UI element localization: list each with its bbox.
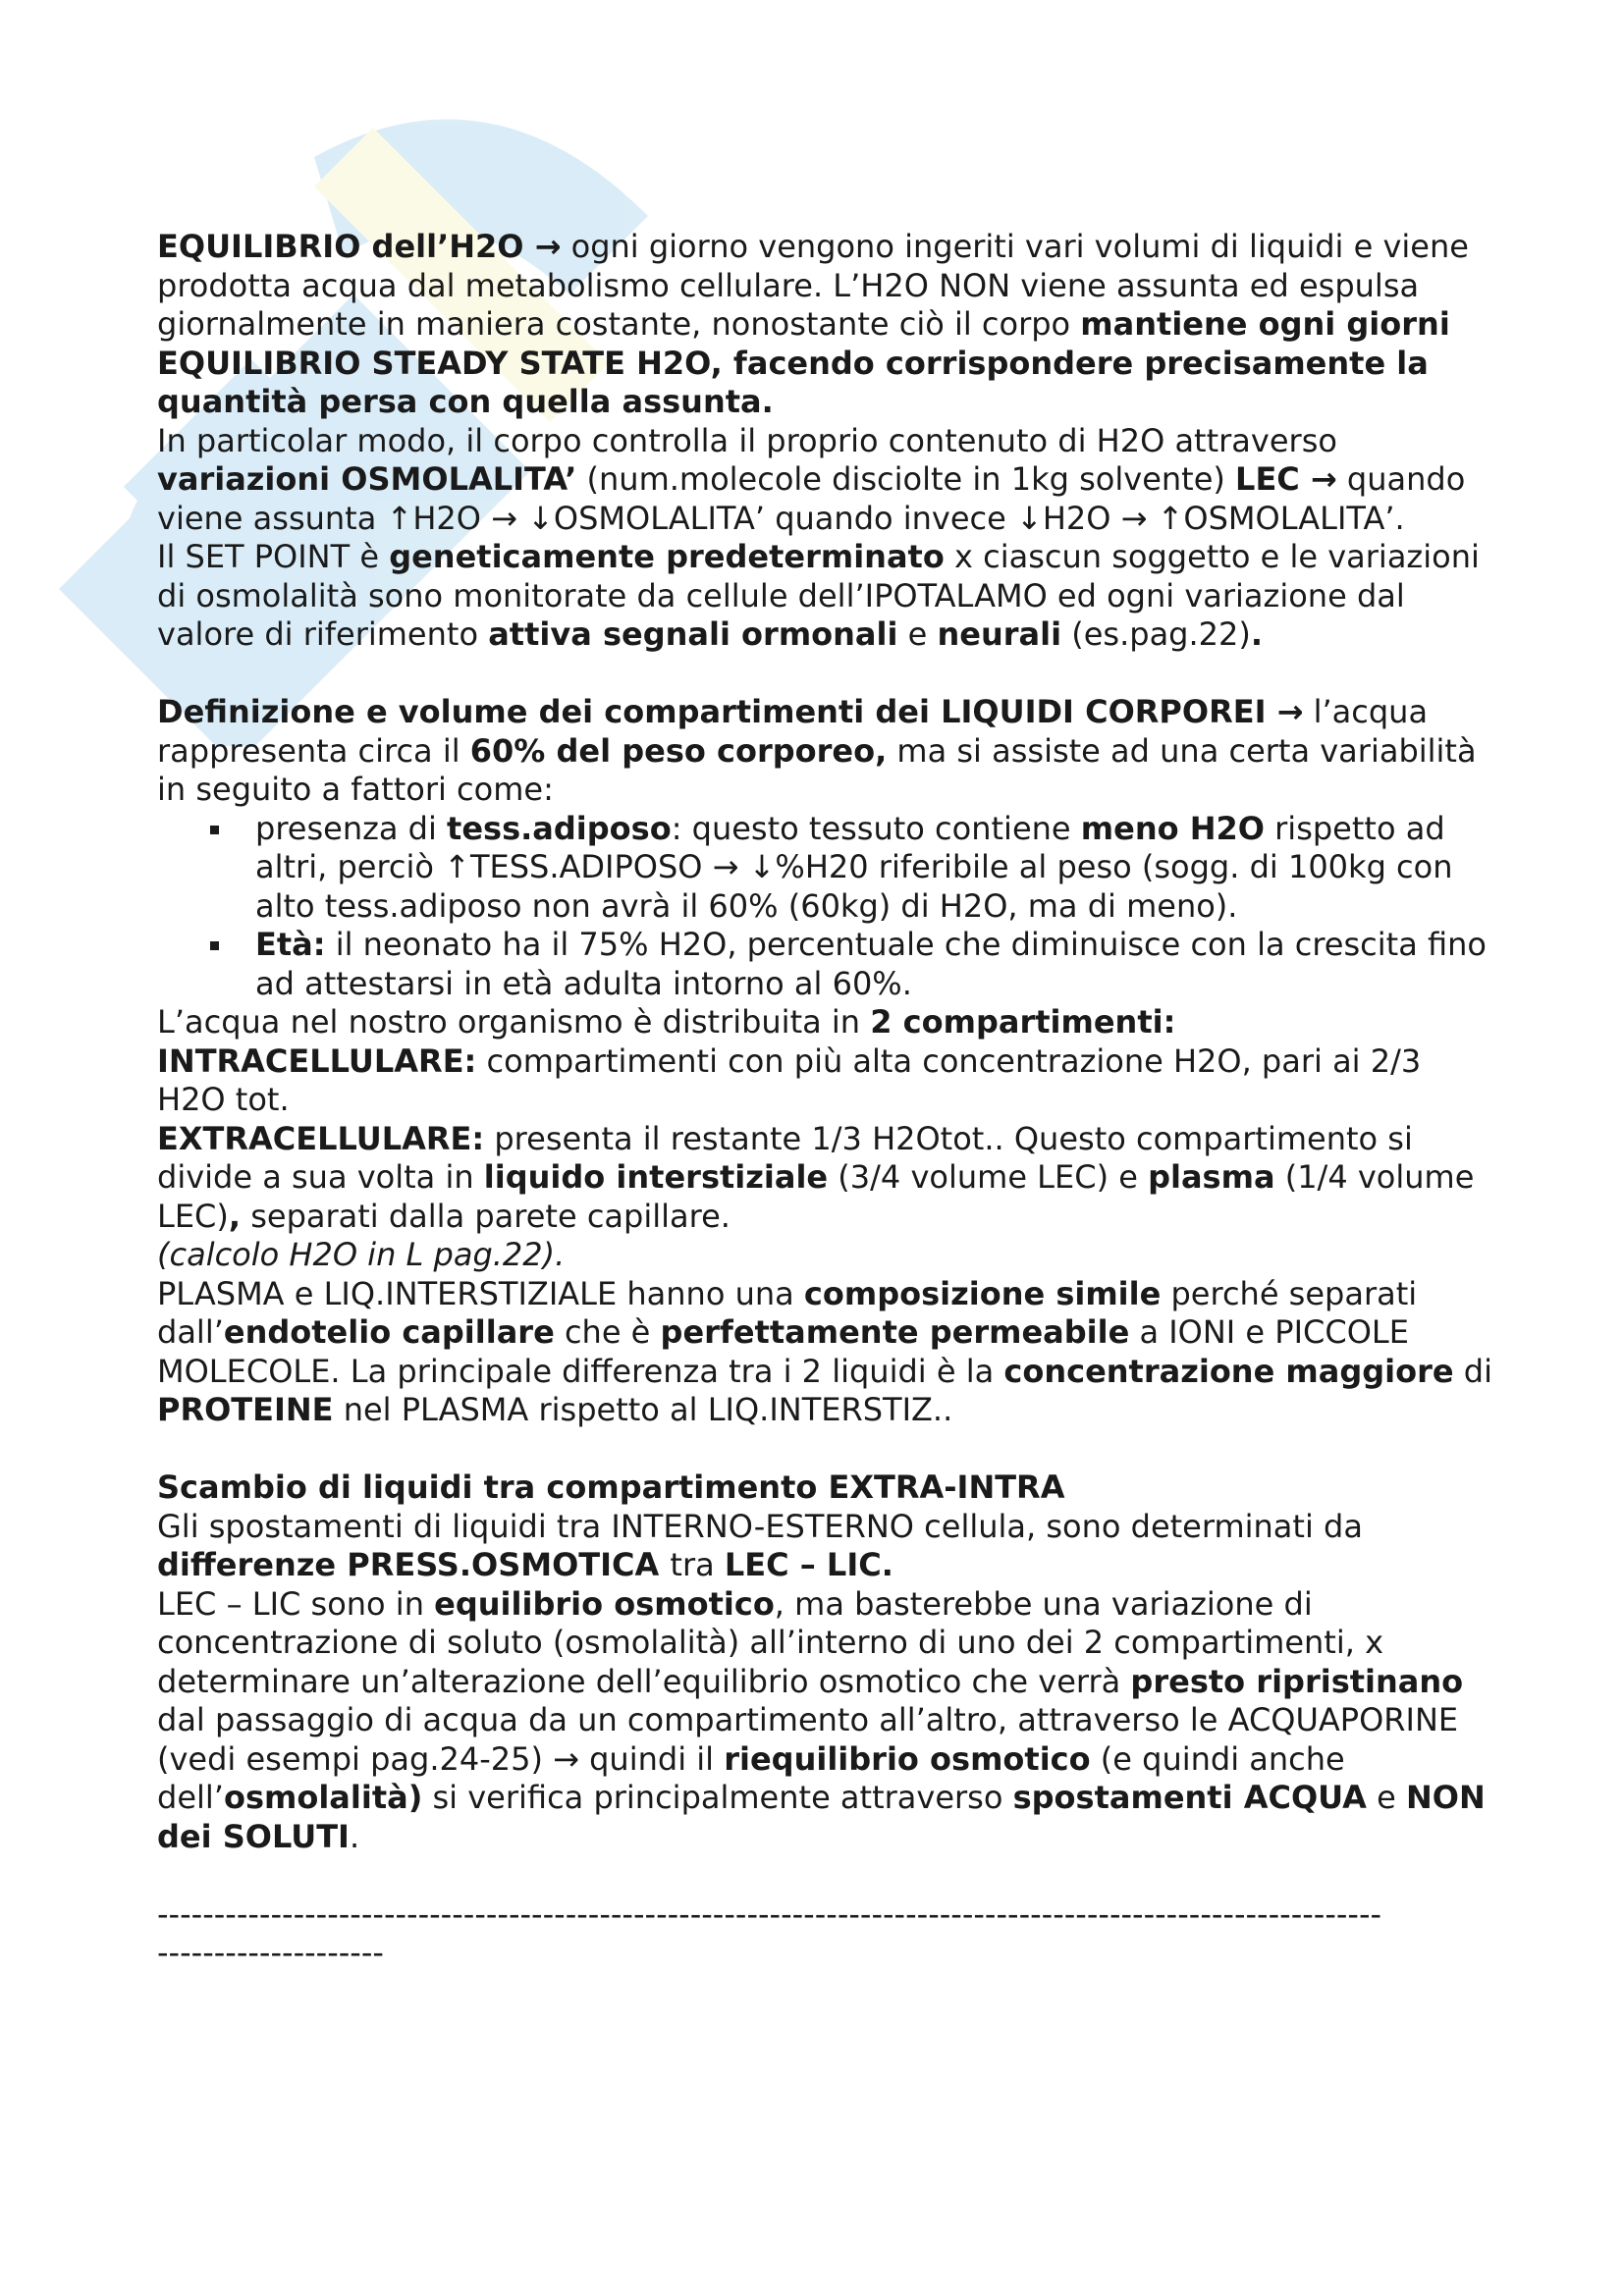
text-run: Scambio di liquidi tra compartimento EXTRA-INTRA xyxy=(157,1468,1065,1506)
text-run: endotelio capillare xyxy=(223,1313,555,1351)
text-run: tra xyxy=(670,1546,725,1583)
text-run: riequilibrio osmotico xyxy=(724,1739,1091,1778)
text-run: mantiene ogni giorni EQUILIBRIO STEADY STATE H2O, facendo corrispondere precisamente la quantità persa con quella assunta. xyxy=(157,305,1450,420)
paragraph-lec-lic xyxy=(157,1585,1492,1857)
text-run: perfettamente permeabile xyxy=(660,1313,1130,1351)
text-run: EXTRACELLULARE: xyxy=(157,1119,485,1157)
text-run: ogni giorno vengono ingeriti vari volumi di liquidi e viene prodotta acqua dal metabolismo cellulare. L’H2O NON viene assunta ed espulsa giornalmente in maniera costante, nonostante ciò il corpo xyxy=(157,228,1469,343)
text-run: : questo tessuto contiene xyxy=(671,809,1081,847)
text-run: NON dei SOLUTI xyxy=(157,1779,1486,1855)
text-run: , ma basterebbe una variazione di concentrazione di soluto (osmolalità) all’interno di uno dei 2 compartimenti, x determinare un’alterazione dell’equilibrio osmotico che verrà xyxy=(157,1584,1383,1700)
text-run: osmolalità) xyxy=(223,1779,423,1816)
text-run: . xyxy=(349,1817,360,1855)
text-run: (es.pag.22) xyxy=(1061,615,1251,653)
text-run: (num.molecole disciolte in 1kg solvente) xyxy=(576,460,1236,498)
text-run: e xyxy=(1366,1779,1406,1816)
paragraph-extracellulare xyxy=(157,1120,1492,1237)
text-run: spostamenti ACQUA xyxy=(1012,1779,1367,1816)
text-run: tess.adiposo xyxy=(447,809,672,847)
text-run: che è xyxy=(554,1313,661,1351)
list-item xyxy=(255,810,1492,927)
paragraph-compartimenti xyxy=(157,693,1492,810)
list-item xyxy=(255,926,1492,1003)
text-run: (1/4 volume LEC) xyxy=(157,1158,1475,1235)
paragraph-equilibrio-h2o xyxy=(157,228,1492,422)
section-heading-scambio xyxy=(157,1468,1492,1508)
text-run: (3/4 volume LEC) e xyxy=(828,1158,1149,1196)
text-run: L’acqua nel nostro organismo è distribuita in xyxy=(157,1003,871,1041)
document-body xyxy=(157,228,1492,1973)
text-run: Gli spostamenti di liquidi tra INTERNO-ESTERNO cellula, sono determinati da xyxy=(157,1507,1363,1545)
text-run: composizione simile xyxy=(803,1274,1162,1312)
text-run: l’acqua rappresenta circa il xyxy=(157,693,1429,770)
text-run: Definizione e volume dei compartimenti dei LIQUIDI CORPOREI → xyxy=(157,693,1304,730)
text-run: x ciascun soggetto e le variazioni di osmolalità sono monitorate da cellule dell’IPOTALAMO ed ogni variazione dal valore di riferimento xyxy=(157,538,1480,653)
text-run: Età: xyxy=(255,926,326,963)
text-run: (calcolo H2O in L pag.22). xyxy=(157,1236,566,1273)
text-run: Il SET POINT è xyxy=(157,538,390,575)
text-run: ma si assiste ad una certa variabilità in seguito a fattori come: xyxy=(157,731,1477,808)
text-run: liquido interstiziale xyxy=(483,1158,829,1196)
paragraph-set-point xyxy=(157,538,1492,655)
text-run: . xyxy=(1250,615,1264,653)
paragraph-calcolo-note xyxy=(157,1236,1492,1275)
text-run: presenza di xyxy=(255,809,448,847)
text-run: presenta il restante 1/3 H2Otot.. Questo compartimento si divide a sua volta in xyxy=(157,1119,1413,1196)
text-run: concentrazione maggiore xyxy=(1003,1352,1454,1390)
text-run: si verifica principalmente attraverso xyxy=(422,1779,1013,1816)
divider-line: ------------------------------------------------------------------------------------------------------------ xyxy=(157,1895,1382,1933)
text-run: nel PLASMA rispetto al LIQ.INTERSTIZ.. xyxy=(333,1391,953,1428)
text-run: compartimenti con più alta concentrazione H2O, pari ai 2/3 H2O tot. xyxy=(157,1041,1422,1118)
text-run: INTRACELLULARE: xyxy=(157,1041,477,1080)
text-run: di xyxy=(1453,1352,1492,1390)
text-run: EQUILIBRIO dell’H2O xyxy=(157,228,535,265)
text-run: In particolar modo, il corpo controlla il proprio contenuto di H2O attraverso xyxy=(157,421,1337,459)
paragraph-distribuzione xyxy=(157,1003,1492,1042)
text-run: (e quindi anche dell’ xyxy=(157,1739,1345,1816)
text-run: separati dalla parete capillare. xyxy=(241,1197,730,1235)
text-run: , xyxy=(228,1197,242,1235)
text-run: perché separati dall’ xyxy=(157,1274,1418,1351)
spacer xyxy=(157,1856,1492,1896)
text-run: neurali xyxy=(937,615,1062,653)
paragraph-osmolalita xyxy=(157,422,1492,539)
text-run: LEC – LIC sono in xyxy=(157,1584,435,1623)
text-run: rispetto ad altri, perciò ↑TESS.ADIPOSO → ↓%H20 riferibile al peso (sogg. di 100kg con alto tess.adiposo non avrà il 60% (60kg) di H2O, ma di meno). xyxy=(255,809,1453,925)
text-run: e xyxy=(897,615,938,653)
text-run: 60% del peso corporeo, xyxy=(469,731,888,770)
text-run: LEC – LIC. xyxy=(724,1546,893,1583)
text-run: differenze PRESS.OSMOTICA xyxy=(157,1546,671,1583)
spacer xyxy=(157,1430,1492,1469)
spacer xyxy=(157,655,1492,694)
paragraph-spostamenti xyxy=(157,1508,1492,1585)
text-run: a IONI e PICCOLE MOLECOLE. La principale differenza tra i 2 liquidi è la xyxy=(157,1313,1409,1390)
text-run: variazioni OSMOLALITA’ xyxy=(157,460,577,498)
text-run: dal passaggio di acqua da un compartimento all’altro, attraverso le ACQUAPORINE (vedi esempi pag.24-25) → quindi il xyxy=(157,1701,1459,1778)
text-run: presto ripristinano xyxy=(1130,1662,1464,1700)
text-run: PLASMA e LIQ.INTERSTIZIALE hanno una xyxy=(157,1274,804,1312)
text-run: PROTEINE xyxy=(157,1391,334,1428)
text-run: geneticamente predeterminato xyxy=(389,538,945,575)
text-run: LEC → xyxy=(1235,460,1337,498)
text-run: attiva segnali ormonali xyxy=(488,615,898,653)
text-run: quando viene assunta ↑H2O → ↓OSMOLALITA’ quando invece ↓H2O → ↑OSMOLALITA’. xyxy=(157,460,1466,537)
text-run: 2 compartimenti: xyxy=(870,1003,1176,1041)
bullet-list xyxy=(157,810,1492,1004)
text-run: meno H2O xyxy=(1080,809,1265,847)
text-run: equilibrio osmotico xyxy=(434,1584,775,1623)
text-run: plasma xyxy=(1148,1158,1275,1196)
paragraph-intracellulare xyxy=(157,1042,1492,1120)
text-run: → xyxy=(534,228,562,265)
divider-line: -------------------- xyxy=(157,1934,384,1971)
paragraph-plasma xyxy=(157,1275,1492,1430)
text-run: il neonato ha il 75% H2O, percentuale che diminuisce con la crescita fino ad attestarsi in età adulta intorno al 60%. xyxy=(255,926,1487,1002)
